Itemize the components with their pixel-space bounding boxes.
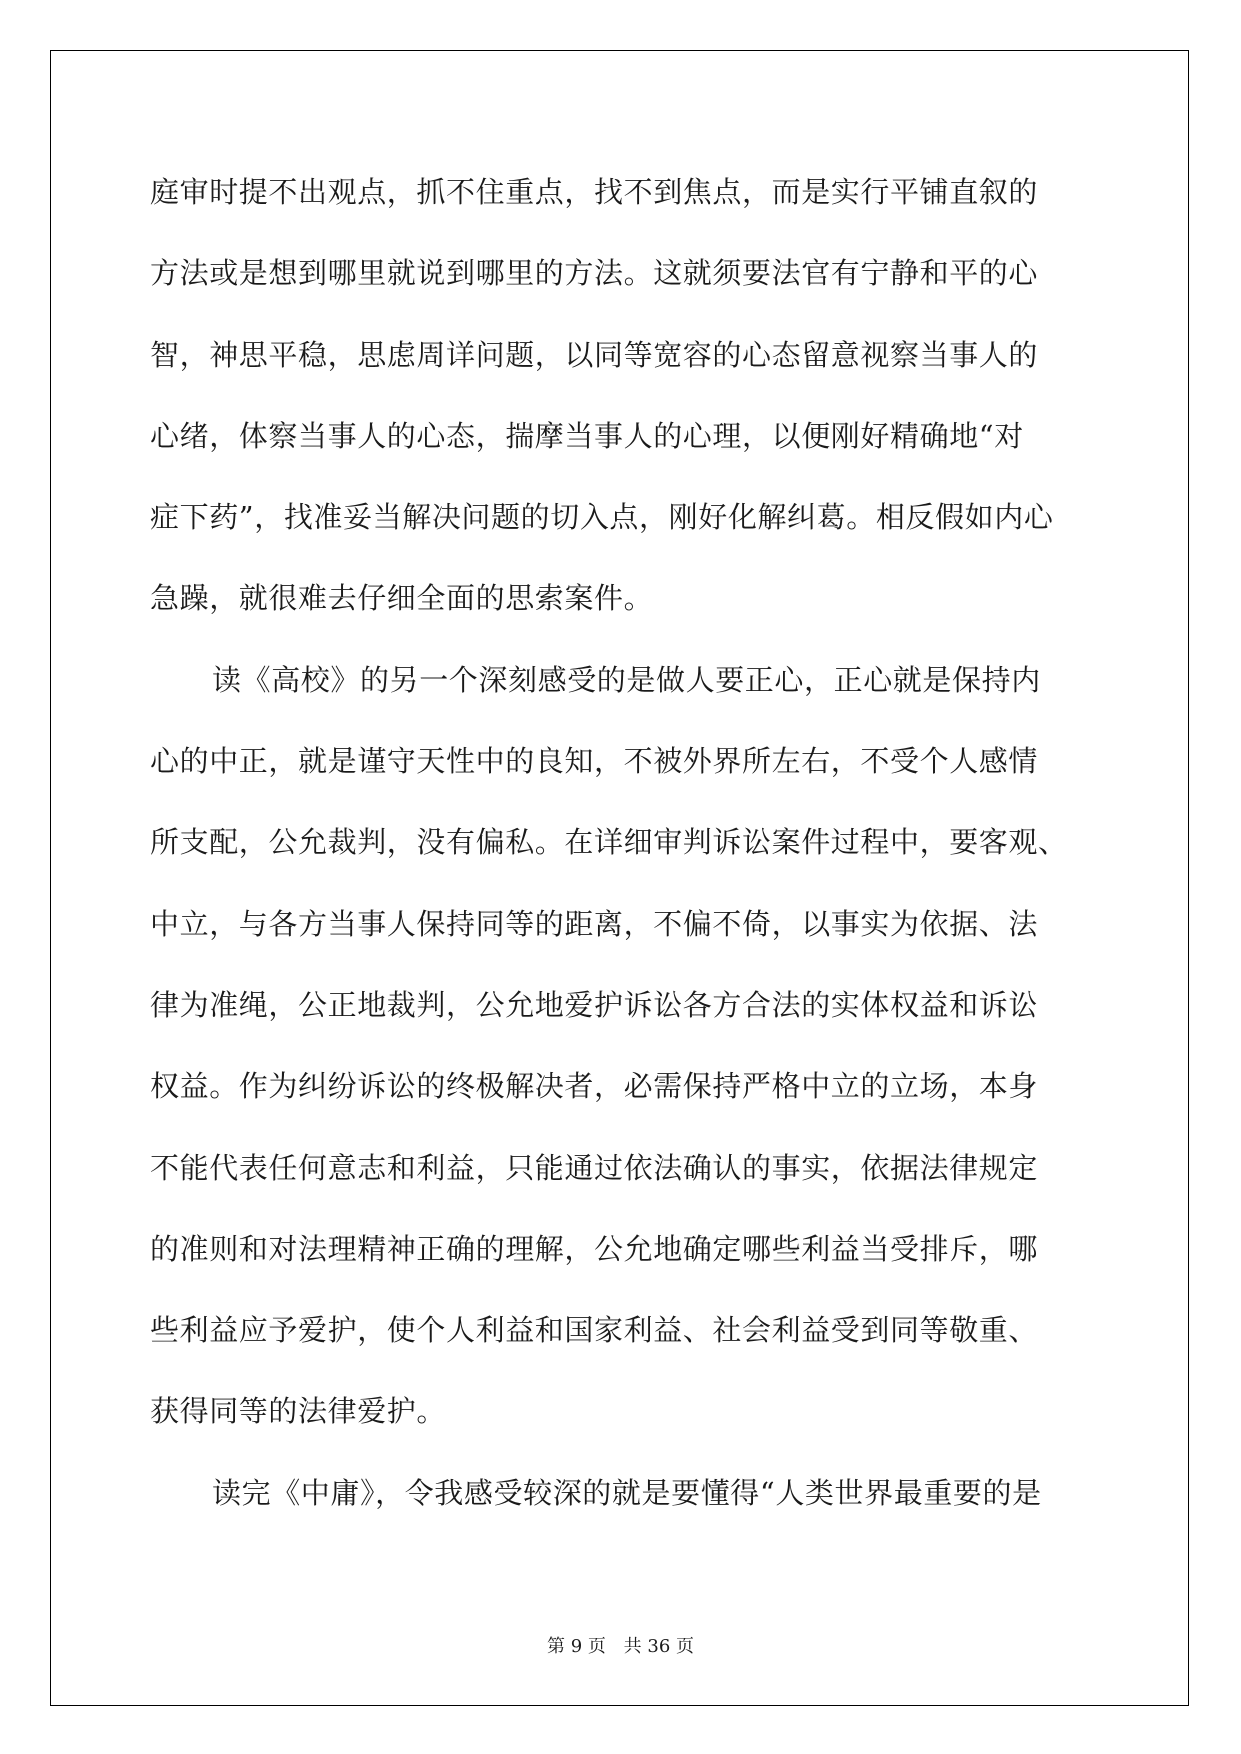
- text-line: 权益。作为纠纷诉讼的终极解决者，必需保持严格中立的立场，本身: [150, 1069, 1039, 1104]
- text-line: 方法或是想到哪里就说到哪里的方法。这就须要法官有宁静和平的心: [150, 256, 1039, 291]
- text-line: 心绪，体察当事人的心态，揣摩当事人的心理，以便刚好精确地“对: [150, 418, 1024, 453]
- paragraph-start-line: 读完《中庸》，令我感受较深的就是要懂得“人类世界最重要的是: [212, 1475, 1042, 1510]
- text-line: 获得同等的法律爱护。: [150, 1394, 447, 1429]
- page-total: 共 36 页: [623, 1636, 694, 1657]
- page-number: 第 9 页: [547, 1636, 606, 1657]
- text-line: 心的中正，就是谨守天性中的良知，不被外界所左右，不受个人感情: [150, 744, 1039, 779]
- text-line: 所支配，公允裁判，没有偏私。在详细审判诉讼案件过程中，要客观、: [150, 825, 1068, 860]
- text-line: 庭审时提不出观点，抓不住重点，找不到焦点，而是实行平铺直叙的: [150, 175, 1039, 209]
- text-line: 的准则和对法理精神正确的理解，公允地确定哪些利益当受排斥，哪: [150, 1231, 1039, 1266]
- text-line: 智，神思平稳，思虑周详问题，以同等宽容的心态留意视察当事人的: [150, 337, 1039, 372]
- page-footer: [0, 1632, 1241, 1658]
- document-body: [150, 152, 1090, 1534]
- paragraph-start-line: 读《高校》的另一个深刻感受的是做人要正心，正心就是保持内: [212, 662, 1041, 697]
- text-line: 些利益应予爱护，使个人利益和国家利益、社会利益受到同等敬重、: [150, 1313, 1039, 1348]
- text-line: 急躁，就很难去仔细全面的思索案件。: [150, 581, 654, 616]
- text-line: 不能代表任何意志和利益，只能通过依法确认的事实，依据法律规定: [150, 1150, 1039, 1185]
- text-line: 症下药”，找准妥当解决问题的切入点，刚好化解纠葛。相反假如内心: [150, 500, 1054, 535]
- text-line: 中立，与各方当事人保持同等的距离，不偏不倚，以事实为依据、法: [150, 906, 1039, 941]
- text-line: 律为准绳，公正地裁判，公允地爱护诉讼各方合法的实体权益和诉讼: [150, 987, 1039, 1022]
